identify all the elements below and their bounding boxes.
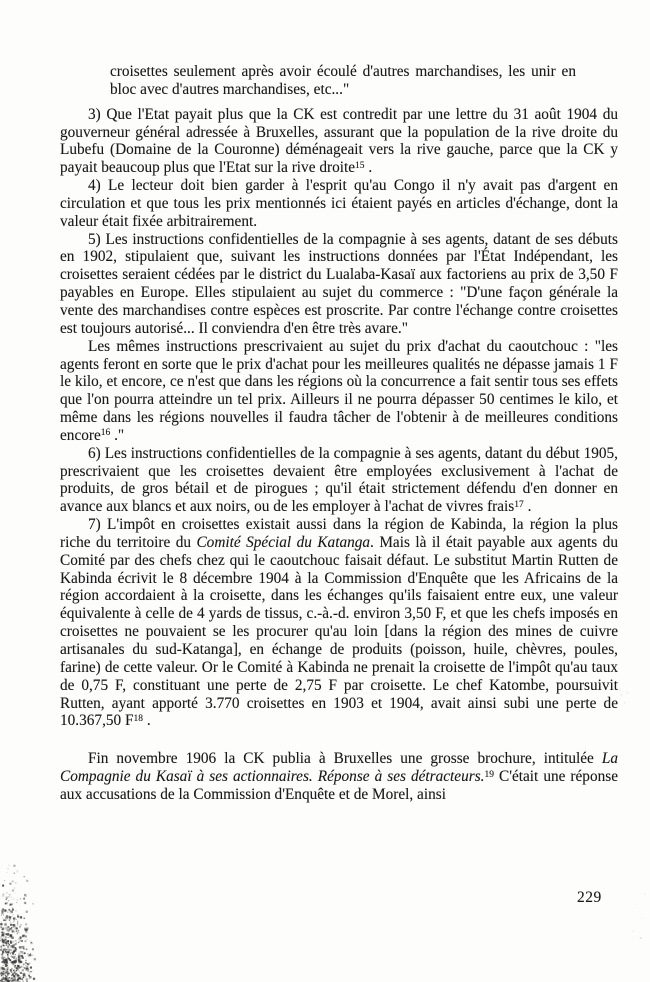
- text-segment: 3) Que l'Etat payait plus que la CK est contredit par une lettre du 31 août 1904 du gouverneur général adressée à Bruxelles, assurant que la population de la rive droite du Lubefu (Domaine de la Couronne) déménageait vers la rive gauche, parce que la CK y payait beaucoup plus que l'Etat sur la rive droite: [60, 105, 618, 177]
- quote-continuation: [110, 63, 576, 99]
- text-segment: .: [143, 712, 151, 730]
- footnote-reference: 17: [514, 499, 524, 510]
- text-segment: .": [110, 426, 125, 444]
- footnote-reference: 15: [355, 160, 365, 171]
- italic-text: La Compagnie du Kasaï à ses actionnaires. Réponse à ses détracteurs.: [60, 750, 618, 786]
- text-block: [60, 63, 618, 804]
- footnote-reference: 16: [100, 428, 111, 439]
- text-segment: .: [523, 498, 532, 516]
- text-segment: Fin novembre 1906 la CK publia à Bruxelles une grosse brochure, intitulée: [88, 750, 602, 768]
- text-segment: . Mais là il était payable aux agents du Comité par des chefs chez qui le caoutchouc faisait défaut. Le substitut Martin Rutten de Kabinda écrivit le 8 décembre 1904 à la Commission d'Enquête que les Africains de la région accordaient à la croisette, dans les échanges qu'ils faisaient entre eux, une valeur équivalente à celle de 4 yards de tissus, c.-à.-d. environ 3,50 F, et que les chefs imposés en croisettes ne pouvaient se les procurer qu'au loin [dans la région des mines de cuivre artisanales du sud-Katanga], en échange de produits (poisson, huile, chèvres, poules, farine) de cette valeur. Or le Comité à Kabinda ne prenait la croisette de l'impôt qu'au taux de 0,75 F, constituant une perte de 2,75 F par croisette. Le chef Katombe, poursuivit Rutten, ayant apporté 3.770 croisettes en 1903 et 1904, avait ainsi subi une perte de 10.367,50 F: [60, 533, 618, 730]
- paragraph-fin-novembre: [60, 750, 618, 804]
- paragraph-point-5: [60, 231, 618, 338]
- text-segment: .: [364, 159, 373, 177]
- text-segment: 5) Les instructions confidentielles de la compagnie à ses agents, datant de ses débuts en 1902, stipulaient que, suivant les instructions données par l'État Indépendant, les croisettes seraient cédées par le district du Lualaba-Kasaï aux factoriens au prix de 3,50 F payables en Europe. Elles stipulaient au sujet du commerce : "D'une façon générale la vente des marchandises contre espèces est proscrite. Par contre l'échange contre croisettes est toujours autorisé... Il conviendra d'en être très avare.": [60, 230, 618, 337]
- paragraph-point-4: [60, 177, 618, 231]
- page-number: 229: [577, 889, 602, 906]
- text-segment: croisettes seulement après avoir écoulé d'autres marchandises, les unir en bloc avec d'autres marchandises, etc...": [110, 63, 576, 98]
- text-segment: C'était une réponse aux accusations de la Commission d'Enquête et de Morel, ainsi: [60, 768, 618, 803]
- footnote-reference: 18: [133, 713, 144, 724]
- text-segment: 4) Le lecteur doit bien garder à l'esprit qu'au Congo il n'y avait pas d'argent en circulation et que tous les prix mentionnés ici étaient payés en articles d'échange, dont la valeur était fixée arbitrairement.: [60, 177, 618, 230]
- text-segment: Les mêmes instructions prescrivaient au sujet du prix d'achat du caoutchouc : "les agents feront en sorte que le prix d'achat pour les meilleures qualités ne dépasse jamais 1 F le kilo, et encore, ce n'est que dans les régions où la concurrence a fait sentir tous ses effets que l'on pourra atteindre un tel prix. Ailleurs il ne pourra dépasser 50 centimes le kilo, et même dans les régions nouvelles il faudra tâcher de l'obtenir à de meilleures conditions encore: [60, 337, 618, 444]
- text-segment: 7) L'impôt en croisettes existait aussi dans la région de Kabinda, la région la plus riche du territoire du: [60, 516, 618, 551]
- text-segment: 6) Les instructions confidentielles de la compagnie à ses agents, datant du début 1905, prescrivaient que les croisettes devaient être employées exclusivement à l'achat de produits, de gros bétail et de pirogues ; qu'il était strictement défendu d'en donner en avance aux blancs et aux noirs, ou de les employer à l'achat de vivres frais: [60, 444, 618, 516]
- paragraph-point-3: [60, 106, 618, 177]
- paragraph-memes-instructions: [60, 338, 618, 445]
- paragraph-point-6: [60, 445, 618, 516]
- italic-text: Comité Spécial du Katanga: [196, 533, 371, 551]
- footnote-reference: 19: [484, 769, 494, 780]
- paragraph-point-7: [60, 516, 618, 730]
